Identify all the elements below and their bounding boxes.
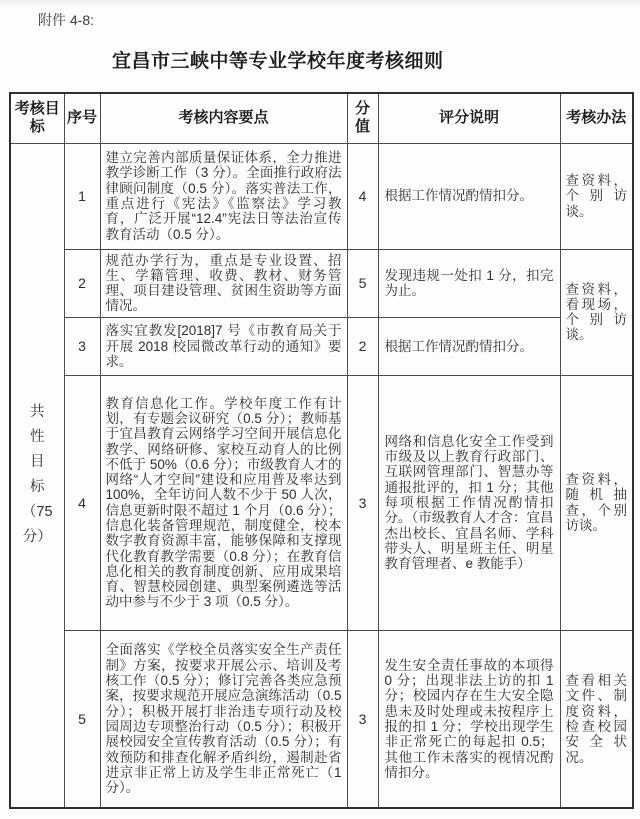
target-line: 共 bbox=[30, 404, 45, 421]
table-row bbox=[10, 249, 633, 317]
target-line: 目 bbox=[30, 454, 45, 471]
assessment-table bbox=[9, 92, 634, 809]
target-line: 分） bbox=[22, 529, 52, 546]
score-cell: 3 bbox=[347, 630, 378, 808]
row-number-cell: 5 bbox=[64, 630, 100, 808]
explanation-cell: 网络和信息化安全工作受到市级及以上教育行政部门、互联网管理部门、智慧办等通报批评的，扣 1 分；其他每项根据工作情况酌情扣分。（市级教育人才含：宜昌杰出校长、宜昌名师、学科带头人、明星班主任、明星教育管理者、e 教能手） bbox=[378, 375, 560, 630]
header-content-points: 考核内容要点 bbox=[100, 93, 347, 143]
score-cell: 2 bbox=[347, 317, 378, 375]
method-cell: 查资料，看现场，个别访谈。 bbox=[560, 249, 633, 375]
header-score-value: 分值 bbox=[347, 93, 378, 143]
table-row bbox=[10, 375, 633, 630]
target-line: 性 bbox=[30, 429, 45, 446]
header-assessment-method: 考核办法 bbox=[560, 93, 633, 143]
row-number-cell: 1 bbox=[64, 143, 100, 249]
content-cell: 落实宜教发[2018]7 号《市教育局关于开展 2018 校园微改革行动的通知》要求。 bbox=[100, 317, 347, 375]
target-line: （75 bbox=[21, 504, 53, 521]
explanation-cell: 根据工作情况酌情扣分。 bbox=[378, 317, 560, 375]
content-cell: 全面落实《学校全员落实安全生产责任制》方案，按要求开展公示、培训及考核工作（0.5 分）；修订完善各类应急预案，按要求规范开展应急演练活动（0.5 分）；积极开展打非治违专项行动及校园周边专项整治行动（0.5 分）；积极开展校园安全宣传教育活动（0.5 分）；有效预防和排查化解矛盾纠纷，遏制赴省进京非正常上访及学生非正常死亡（1 分）。 bbox=[100, 630, 347, 808]
explanation-cell: 发现违规一处扣 1 分，扣完为止。 bbox=[378, 249, 560, 317]
method-cell: 查看相关文件、制度资料，检查校园安全状况。 bbox=[560, 630, 633, 808]
content-cell: 规范办学行为，重点是专业设置、招生、学籍管理、收费、教材、财务管理、项目建设管理、贫困生资助等方面情况。 bbox=[100, 249, 347, 317]
header-serial-number: 序号 bbox=[64, 93, 100, 143]
method-cell: 查资料，随机抽查，个别访谈。 bbox=[560, 375, 633, 630]
method-cell: 查资料，个别访谈。 bbox=[560, 143, 633, 249]
explanation-cell: 根据工作情况酌情扣分。 bbox=[378, 143, 560, 249]
table-row bbox=[10, 317, 633, 375]
header-row bbox=[10, 93, 633, 143]
score-cell: 3 bbox=[347, 375, 378, 630]
row-number-cell: 3 bbox=[64, 317, 100, 375]
attachment-label: 附件 4-8: bbox=[38, 12, 95, 28]
table-row bbox=[10, 630, 633, 808]
score-cell: 4 bbox=[347, 143, 378, 249]
content-cell: 教育信息化工作。学校年度工作有计划，有专题会议研究（0.5 分）；教师基于宜昌教育云网络学习空间开展信息化教学、网络研修、家校互动育人的比例不低于 50%（0.6 分）；市级教育人才的网络“人才空间”建设和应用普及率达到 100%，全年访问人数不少于 50 人次，信息更新时限不超过 1 个月（0.6 分）；信息化装备管理规范，制度健全，校本数字教育资源丰富，能够保障和支撑现代化教育教学需要（0.8 分）；在教育信息化相关的教育制度创新、应用成果培育、智慧校园创建、典型案例遴选等活动中参与不少于 3 项（0.5 分）。 bbox=[100, 375, 347, 630]
target-line: 标 bbox=[30, 479, 45, 496]
score-cell: 5 bbox=[347, 249, 378, 317]
row-number-cell: 4 bbox=[64, 375, 100, 630]
page-title: 宜昌市三峡中等专业学校年度考核细则 bbox=[112, 51, 444, 72]
content-cell: 建立完善内部质量保证体系，全力推进教学诊断工作（3 分）。全面推行政府法律顾问制度（0.5 分）。落实普法工作，重点进行《宪法》《监察法》学习教育，广泛开展“12.4”宪法日等法治宣传教育活动（0.5 分）。 bbox=[100, 143, 347, 249]
assessment-target-cell bbox=[10, 143, 64, 808]
header-assessment-target: 考核目标 bbox=[10, 93, 64, 143]
explanation-cell: 发生安全责任事故的本项得 0 分；出现非法上访的扣 1 分；校园内存在生大安全隐患未及时处理或未按程序上报的扣 1 分；学校出现学生非正常死亡的每起扣 0.5；其他工作未落实的视情况酌情扣分。 bbox=[378, 630, 560, 808]
table-row bbox=[10, 143, 633, 249]
row-number-cell: 2 bbox=[64, 249, 100, 317]
header-scoring-notes: 评分说明 bbox=[378, 93, 560, 143]
